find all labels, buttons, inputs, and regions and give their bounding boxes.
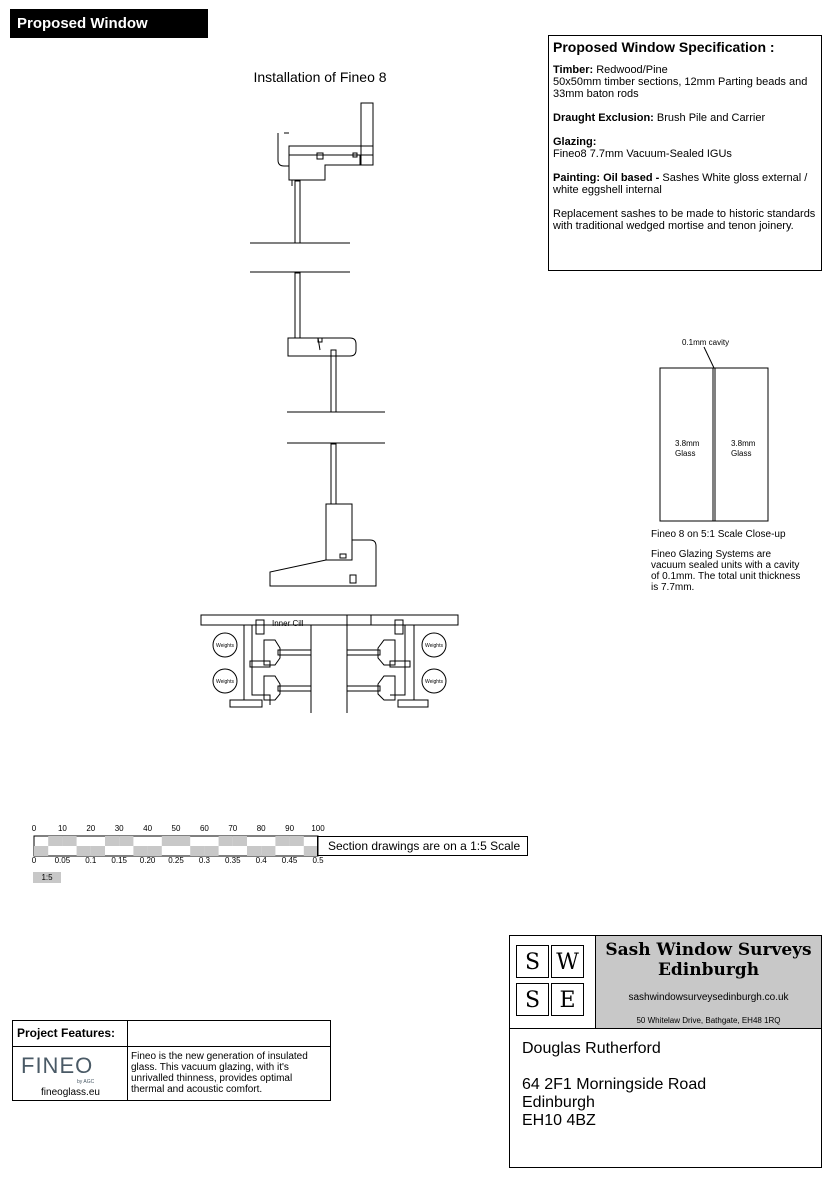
scale-tick-label: 90 — [285, 824, 295, 833]
inner-cill-label: Inner Cill — [272, 619, 304, 628]
pane-left-material: Glass — [675, 449, 696, 458]
scale-block — [148, 846, 162, 856]
jamb-plan-right — [347, 615, 458, 713]
scale-block — [233, 836, 247, 846]
scale-tick-label: 60 — [199, 824, 209, 833]
fineo-logo-text: FINEO — [21, 1053, 94, 1078]
logo-letter: E — [551, 983, 584, 1016]
scale-block — [162, 836, 176, 846]
closeup-description: Fineo Glazing Systems are vacuum sealed units with a cavity of 0.1mm. The total unit thickness is 7.7mm. — [651, 549, 801, 593]
pane-right-material: Glass — [731, 449, 752, 458]
spec-glazing-label: Glazing: — [553, 136, 597, 148]
company-name: Sash Window Surveys Edinburgh — [605, 940, 812, 980]
glass-closeup — [660, 338, 768, 521]
scale-tick-label: 0.3 — [198, 856, 210, 865]
scale-block — [91, 846, 105, 856]
scale-block — [34, 846, 48, 856]
scale-tick-label: 80 — [256, 824, 266, 833]
closeup-caption: Fineo 8 on 5:1 Scale Close-up — [651, 529, 786, 540]
spec-painting-label: Painting: Oil based - — [553, 172, 660, 184]
scale-tick-label: 0.5 — [312, 856, 324, 865]
client-address-line: EH10 4BZ — [522, 1112, 596, 1129]
client-address-line: 64 2F1 Morningside Road — [522, 1076, 707, 1093]
spec-painting-text: Sashes White gloss external / white eggshell internal — [553, 172, 808, 196]
scale-tick-label: 0.05 — [54, 856, 71, 865]
weights-label: Weights — [216, 643, 234, 649]
company-website: sashwindowsurveysedinburgh.co.uk — [628, 992, 789, 1003]
scale-block — [77, 846, 91, 856]
scale-block — [247, 846, 261, 856]
page-title: Proposed Window Sections — [10, 9, 208, 38]
fineo-logo-sub: by AGC — [77, 1079, 95, 1085]
weights-label: Weights — [425, 679, 443, 685]
company-logo — [510, 936, 596, 1028]
spec-timber-detail: 50x50mm timber sections, 12mm Parting beads and 33mm baton rods — [553, 76, 808, 100]
scale-block — [48, 836, 62, 846]
spec-timber-label: Timber: — [553, 64, 594, 76]
scale-tick-label: 70 — [228, 824, 238, 833]
spec-draught-label: Draught Exclusion: — [553, 112, 654, 124]
scale-tick-label: 0.20 — [139, 856, 156, 865]
scale-block — [190, 846, 204, 856]
scale-tick-label: 50 — [171, 824, 181, 833]
head-section — [278, 103, 373, 186]
project-features-table — [12, 1020, 331, 1101]
spec-draught-text: Brush Pile and Carrier — [653, 112, 766, 124]
scale-tick-label: 0.15 — [111, 856, 127, 865]
logo-letter: W — [551, 945, 584, 978]
scale-tick-label: 0.4 — [255, 856, 267, 865]
pane-left-thickness: 3.8mm — [675, 439, 700, 448]
scale-tick-label: 40 — [143, 824, 153, 833]
scale-tick-label: 0 — [31, 824, 37, 833]
scale-tick-label: 0.45 — [281, 856, 298, 865]
scale-block — [261, 846, 275, 856]
scale-tag: 1:5 — [33, 872, 61, 883]
spec-glazing-text: Fineo8 7.7mm Vacuum-Sealed IGUs — [553, 148, 732, 160]
scale-block — [219, 836, 233, 846]
scale-block — [204, 846, 218, 856]
scale-block — [62, 836, 76, 846]
client-name: Douglas Rutherford — [522, 1040, 661, 1057]
scale-tick-label: 0 — [31, 856, 37, 865]
title-block — [509, 935, 822, 1168]
scale-block — [304, 846, 318, 856]
client-address-line: Edinburgh — [522, 1094, 595, 1111]
company-details — [596, 936, 821, 1028]
weights-label: Weights — [425, 643, 443, 649]
scale-bar — [0, 820, 325, 870]
scale-block — [290, 836, 304, 846]
spec-timber-text: Redwood/Pine — [593, 64, 668, 76]
spec-note: Replacement sashes to be made to historic standards with traditional wedged mortise and tenon joinery. — [553, 208, 816, 232]
logo-letter: S — [516, 983, 549, 1016]
scale-tick-label: 100 — [311, 824, 325, 833]
scale-tick-label: 0.1 — [85, 856, 97, 865]
upper-sash-section — [250, 181, 356, 356]
scale-block — [275, 836, 289, 846]
logo-letter: S — [516, 945, 549, 978]
fineo-logo-mark — [13, 1047, 128, 1087]
scale-block — [105, 836, 119, 846]
scale-note: Section drawings are on a 1:5 Scale — [317, 836, 528, 856]
pane-right-thickness: 3.8mm — [731, 439, 756, 448]
scale-tick-label: 30 — [114, 824, 124, 833]
company-address: 50 Whitelaw Drive, Bathgate, EH48 1RQ — [636, 1016, 781, 1025]
scale-tick-label: 20 — [86, 824, 96, 833]
fineo-logo — [13, 1047, 128, 1101]
scale-block — [176, 836, 190, 846]
scale-block — [133, 846, 147, 856]
jamb-plan-left — [201, 615, 371, 713]
scale-tick-label: 0.25 — [168, 856, 184, 865]
fineo-description: Fineo is the new generation of insulated glass. This vacuum glazing, with it's unrivalled thinness, provides optimal thermal and acoustic comfort. — [131, 1051, 308, 1095]
client-details — [510, 1029, 821, 1141]
drawing-title: Installation of Fineo 8 — [253, 69, 387, 85]
features-heading: Project Features: — [13, 1021, 128, 1046]
scale-block — [119, 836, 133, 846]
weights-label: Weights — [216, 679, 234, 685]
lower-sash-section — [270, 350, 385, 586]
fineo-url: fineoglass.eu — [41, 1087, 100, 1098]
scale-tick-label: 0.35 — [225, 856, 241, 865]
spec-heading: Proposed Window Specification : — [553, 39, 775, 55]
scale-tick-label: 10 — [57, 824, 67, 833]
cavity-label: 0.1mm cavity — [682, 338, 730, 347]
